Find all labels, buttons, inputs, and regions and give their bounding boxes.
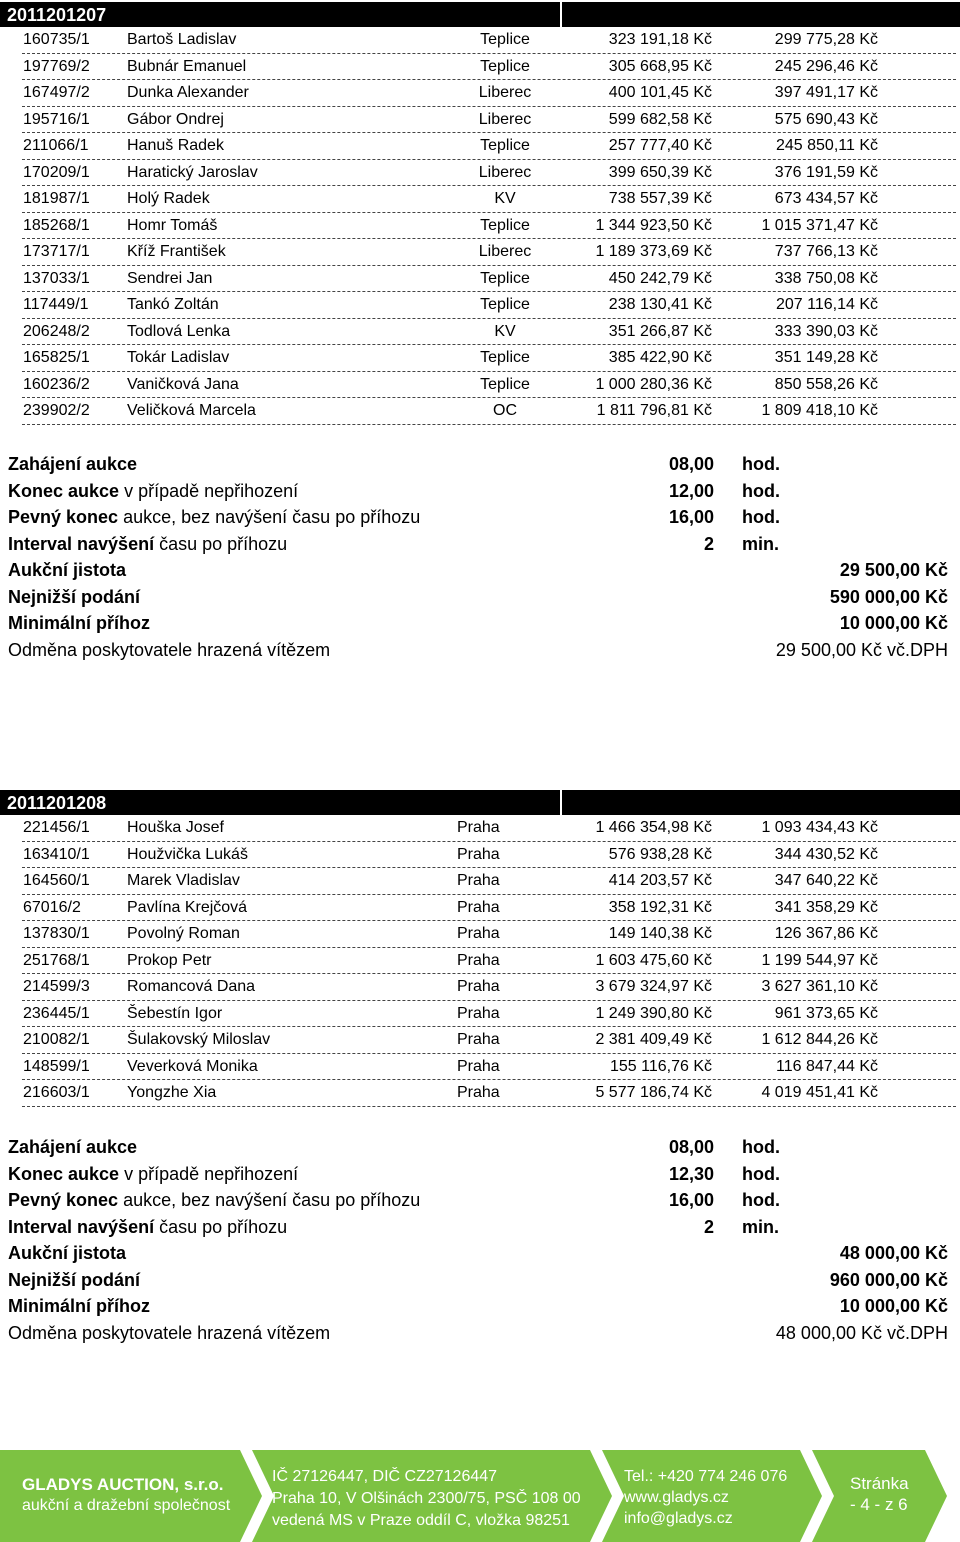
lot-number: 239902/2 (23, 402, 90, 419)
principal-amount: 245 296,46 Kč (774, 57, 878, 75)
end-unit: hod. (742, 480, 780, 501)
city: Praha (457, 951, 500, 969)
hard-end-label: Pevný konec aukce, bez navýšení času po příhozu (8, 1190, 421, 1210)
lot-number: 216603/1 (23, 1084, 90, 1101)
start-label: Zahájení aukce (8, 1137, 138, 1157)
city: Praha (457, 1031, 500, 1048)
city: Praha (457, 978, 500, 995)
reward-value: 48 000,00 Kč vč.DPH (775, 1322, 948, 1343)
table-row (0, 1027, 960, 1054)
reward-value: 29 500,00 Kč vč.DPH (775, 639, 948, 660)
city: Teplice (480, 269, 530, 287)
debtor-name: Bubnár Emanuel (127, 57, 247, 75)
table-row (0, 292, 960, 319)
city: Liberec (478, 84, 532, 101)
page-label: Stránka (850, 1474, 909, 1493)
table-row (0, 160, 960, 187)
claim-amount: 399 650,39 Kč (608, 163, 712, 181)
city: Praha (457, 1084, 500, 1101)
city: Praha (457, 1004, 500, 1022)
lot-number: 173717/1 (23, 243, 90, 260)
principal-amount: 299 775,28 Kč (774, 31, 878, 48)
claim-amount: 1 811 796,81 Kč (596, 402, 712, 419)
lowest-bid-value: 960 000,00 Kč (829, 1269, 948, 1290)
claim-amount: 1 344 923,50 Kč (595, 216, 712, 234)
claim-amount: 323 191,18 Kč (608, 31, 712, 48)
lot-number: 167497/2 (23, 84, 90, 101)
claim-amount: 1 189 373,69 Kč (595, 243, 712, 260)
claim-amount: 576 938,28 Kč (608, 845, 712, 863)
table-row (0, 239, 960, 266)
city: OC (493, 402, 517, 419)
contact-web[interactable]: www.gladys.cz (624, 1489, 729, 1506)
end-unit: hod. (742, 1163, 780, 1184)
table-row (0, 1054, 960, 1081)
city: Praha (457, 845, 500, 863)
table-row (0, 868, 960, 895)
debtor-name: Houška Josef (127, 819, 224, 836)
debtor-name: Houžvička Lukáš (127, 845, 248, 863)
auction-info (0, 1135, 960, 1347)
claim-amount: 257 777,40 Kč (608, 137, 712, 154)
table-row (0, 398, 960, 425)
lot-number: 214599/3 (23, 978, 90, 995)
auction-info (0, 452, 960, 664)
principal-amount: 4 019 451,41 Kč (761, 1084, 878, 1101)
lot-number: 117449/1 (23, 296, 89, 313)
hard-end-value: 16,00 (668, 507, 714, 527)
min-increment-label: Minimální příhoz (8, 613, 150, 633)
table-row (0, 54, 960, 81)
debtor-name: Šebestín Igor (127, 1004, 223, 1022)
interval-value: 2 (703, 533, 714, 554)
claim-amount: 3 679 324,97 Kč (595, 978, 712, 995)
table-row (0, 319, 960, 346)
claim-amount: 738 557,39 Kč (608, 190, 712, 207)
table-row (0, 815, 960, 842)
min-increment-value: 10 000,00 Kč (839, 1296, 948, 1316)
claim-amount: 414 203,57 Kč (608, 872, 712, 889)
claim-amount: 450 242,79 Kč (608, 269, 712, 287)
auction-header (0, 790, 960, 815)
city: Praha (457, 819, 500, 836)
start-unit: hod. (742, 1137, 780, 1157)
principal-amount: 1 015 371,47 Kč (761, 216, 878, 234)
debtor-name: Homr Tomáš (127, 216, 218, 234)
debtor-name: Todlová Lenka (127, 322, 231, 340)
debtor-name: Veverková Monika (127, 1057, 258, 1075)
auction-id: 2011201208 (7, 793, 107, 813)
table-row (0, 80, 960, 107)
lot-number: 165825/1 (23, 349, 90, 366)
principal-amount: 961 373,65 Kč (774, 1004, 878, 1022)
lot-number: 251768/1 (23, 951, 90, 969)
table-row (0, 1080, 960, 1107)
interval-label: Interval navýšení času po příhozu (8, 533, 288, 554)
city: KV (494, 190, 516, 207)
claim-amount: 1 466 354,98 Kč (595, 819, 712, 836)
interval-label: Interval navýšení času po příhozu (8, 1216, 288, 1237)
principal-amount: 338 750,08 Kč (774, 269, 878, 287)
principal-amount: 116 847,44 Kč (775, 1057, 878, 1075)
start-value: 08,00 (668, 1137, 714, 1157)
lot-number: 185268/1 (23, 216, 90, 234)
page-footer (0, 1450, 960, 1542)
reward-label: Odměna poskytovatele hrazená vítězem (8, 1322, 331, 1343)
principal-amount: 347 640,22 Kč (774, 872, 878, 889)
contact-email[interactable]: info@gladys.cz (624, 1510, 733, 1527)
claim-amount: 2 381 409,49 Kč (595, 1031, 712, 1048)
lot-number: 160236/2 (23, 375, 90, 393)
city: Praha (457, 925, 500, 942)
debtor-name: Prokop Petr (127, 951, 212, 969)
city: Liberec (478, 110, 532, 128)
table-row (0, 186, 960, 213)
debtor-name: Tokár Ladislav (127, 349, 230, 366)
claim-amount: 385 422,90 Kč (608, 349, 712, 366)
lowest-bid-value: 590 000,00 Kč (829, 586, 948, 607)
auction-header (0, 2, 960, 27)
hard-end-unit: hod. (742, 1190, 780, 1210)
lot-number: 67016/2 (23, 898, 81, 916)
city: Teplice (480, 349, 530, 366)
claim-amount: 599 682,58 Kč (608, 110, 712, 128)
debtor-name: Sendrei Jan (127, 269, 213, 287)
city: Teplice (480, 296, 530, 313)
lot-number: 163410/1 (23, 845, 90, 863)
auction-block (0, 2, 960, 425)
debtor-name: Pavlína Krejčová (127, 898, 248, 916)
deposit-label: Aukční jistota (8, 1243, 127, 1263)
table-row (0, 974, 960, 1001)
claim-amount: 305 668,95 Kč (608, 57, 712, 75)
debtor-name: Yongzhe Xia (127, 1084, 217, 1101)
debtor-name: Dunka Alexander (127, 84, 249, 101)
debtor-name: Kříž František (127, 243, 226, 260)
table-row (0, 948, 960, 975)
city: Praha (457, 1057, 500, 1075)
debtor-name: Marek Vladislav (127, 872, 240, 889)
principal-amount: 575 690,43 Kč (774, 110, 878, 128)
table-row (0, 133, 960, 160)
contact-phone: Tel.: +420 774 246 076 (624, 1468, 788, 1485)
debtor-name: Vaničková Jana (127, 375, 239, 393)
reward-label: Odměna poskytovatele hrazená vítězem (8, 639, 331, 660)
interval-unit: min. (742, 533, 780, 554)
lot-number: 181987/1 (23, 190, 90, 207)
city: Praha (457, 898, 500, 916)
claim-amount: 1 249 390,80 Kč (595, 1004, 712, 1022)
table-row (0, 1001, 960, 1028)
city: Teplice (480, 137, 530, 154)
debtor-name: Bartoš Ladislav (127, 31, 237, 48)
table-row (0, 895, 960, 922)
principal-amount: 344 430,52 Kč (774, 845, 878, 863)
page-number: - 4 - z 6 (850, 1495, 908, 1514)
hard-end-value: 16,00 (668, 1190, 714, 1210)
lot-number: 137830/1 (23, 925, 90, 942)
lot-number: 137033/1 (23, 269, 90, 287)
hard-end-label: Pevný konec aukce, bez navýšení času po příhozu (8, 507, 421, 527)
debtor-name: Romancová Dana (127, 978, 256, 995)
debtor-name: Gábor Ondrej (127, 110, 224, 128)
deposit-value: 29 500,00 Kč (839, 560, 948, 580)
principal-amount: 341 358,29 Kč (774, 898, 878, 916)
lot-number: 160735/1 (23, 31, 90, 48)
city: Teplice (480, 57, 530, 75)
min-increment-value: 10 000,00 Kč (839, 613, 948, 633)
lot-number: 148599/1 (23, 1057, 90, 1075)
claim-amount: 358 192,31 Kč (608, 898, 712, 916)
table-row (0, 27, 960, 54)
lot-number: 164560/1 (23, 872, 90, 889)
debtor-name: Holý Radek (127, 190, 210, 207)
lot-number: 211066/1 (23, 137, 89, 154)
table-row (0, 345, 960, 372)
city: Teplice (480, 375, 530, 393)
company-name: GLADYS AUCTION, s.r.o. (22, 1475, 224, 1494)
debtor-name: Povolný Roman (127, 925, 240, 942)
city: Liberec (478, 163, 532, 181)
city: Teplice (480, 31, 530, 48)
claim-amount: 1 000 280,36 Kč (595, 375, 712, 393)
deposit-value: 48 000,00 Kč (839, 1243, 948, 1263)
city: KV (494, 322, 516, 340)
principal-amount: 1 612 844,26 Kč (761, 1031, 878, 1048)
city: Teplice (480, 216, 530, 234)
principal-amount: 397 491,17 Kč (774, 84, 878, 101)
debtor-name: Šulakovský Miloslav (127, 1031, 271, 1048)
claim-amount: 149 140,38 Kč (608, 925, 712, 942)
end-value: 12,30 (668, 1163, 714, 1184)
principal-amount: 3 627 361,10 Kč (761, 978, 878, 995)
auction-id: 2011201207 (7, 5, 107, 25)
table-row (0, 372, 960, 399)
auction-table (0, 27, 960, 425)
start-unit: hod. (742, 454, 780, 474)
principal-amount: 737 766,13 Kč (774, 243, 878, 260)
company-address: Praha 10, V Olšinách 2300/75, PSČ 108 00 (272, 1490, 581, 1507)
claim-amount: 400 101,45 Kč (608, 84, 712, 101)
lowest-bid-label: Nejnižší podání (8, 586, 141, 607)
principal-amount: 1 199 544,97 Kč (761, 951, 878, 969)
principal-amount: 673 434,57 Kč (774, 190, 878, 207)
principal-amount: 333 390,03 Kč (774, 322, 878, 340)
claim-amount: 155 116,76 Kč (609, 1057, 712, 1075)
principal-amount: 1 093 434,43 Kč (761, 819, 878, 836)
table-row (0, 213, 960, 240)
claim-amount: 1 603 475,60 Kč (595, 951, 712, 969)
debtor-name: Tankó Zoltán (127, 296, 219, 313)
header-divider (560, 790, 562, 815)
claim-amount: 351 266,87 Kč (608, 322, 712, 340)
interval-value: 2 (703, 1216, 714, 1237)
end-label: Konec aukce v případě nepřihození (8, 1163, 299, 1184)
debtor-name: Haratický Jaroslav (127, 163, 258, 181)
city: Praha (457, 872, 500, 889)
claim-amount: 238 130,41 Kč (608, 296, 712, 313)
debtor-name: Veličková Marcela (127, 402, 256, 419)
company-subtitle: aukční a dražební společnost (22, 1497, 231, 1514)
company-ids: IČ 27126447, DIČ CZ27126447 (272, 1468, 498, 1485)
debtor-name: Hanuš Radek (127, 137, 224, 154)
lot-number: 206248/2 (23, 322, 90, 340)
start-value: 08,00 (668, 454, 714, 474)
principal-amount: 376 191,59 Kč (774, 163, 878, 181)
min-increment-label: Minimální příhoz (8, 1296, 150, 1316)
principal-amount: 245 850,11 Kč (775, 137, 878, 154)
lot-number: 197769/2 (23, 57, 90, 75)
principal-amount: 207 116,14 Kč (775, 296, 878, 313)
header-divider (560, 2, 562, 27)
company-register: vedená MS v Praze oddíl C, vložka 98251 (272, 1512, 570, 1529)
lot-number: 236445/1 (23, 1004, 90, 1022)
principal-amount: 1 809 418,10 Kč (761, 402, 878, 419)
auction-block (0, 790, 960, 1107)
end-label: Konec aukce v případě nepřihození (8, 480, 299, 501)
principal-amount: 351 149,28 Kč (774, 349, 878, 366)
lot-number: 221456/1 (23, 819, 90, 836)
table-row (0, 107, 960, 134)
auction-table (0, 815, 960, 1107)
principal-amount: 850 558,26 Kč (774, 375, 878, 393)
lot-number: 170209/1 (23, 163, 90, 181)
lot-number: 195716/1 (23, 110, 90, 128)
interval-unit: min. (742, 1216, 780, 1237)
table-row (0, 842, 960, 869)
hard-end-unit: hod. (742, 507, 780, 527)
table-row (0, 921, 960, 948)
principal-amount: 126 367,86 Kč (774, 925, 878, 942)
city: Liberec (478, 243, 532, 260)
end-value: 12,00 (668, 480, 714, 501)
start-label: Zahájení aukce (8, 454, 138, 474)
table-row (0, 266, 960, 293)
claim-amount: 5 577 186,74 Kč (595, 1084, 712, 1101)
lot-number: 210082/1 (23, 1031, 90, 1048)
lowest-bid-label: Nejnižší podání (8, 1269, 141, 1290)
deposit-label: Aukční jistota (8, 560, 127, 580)
